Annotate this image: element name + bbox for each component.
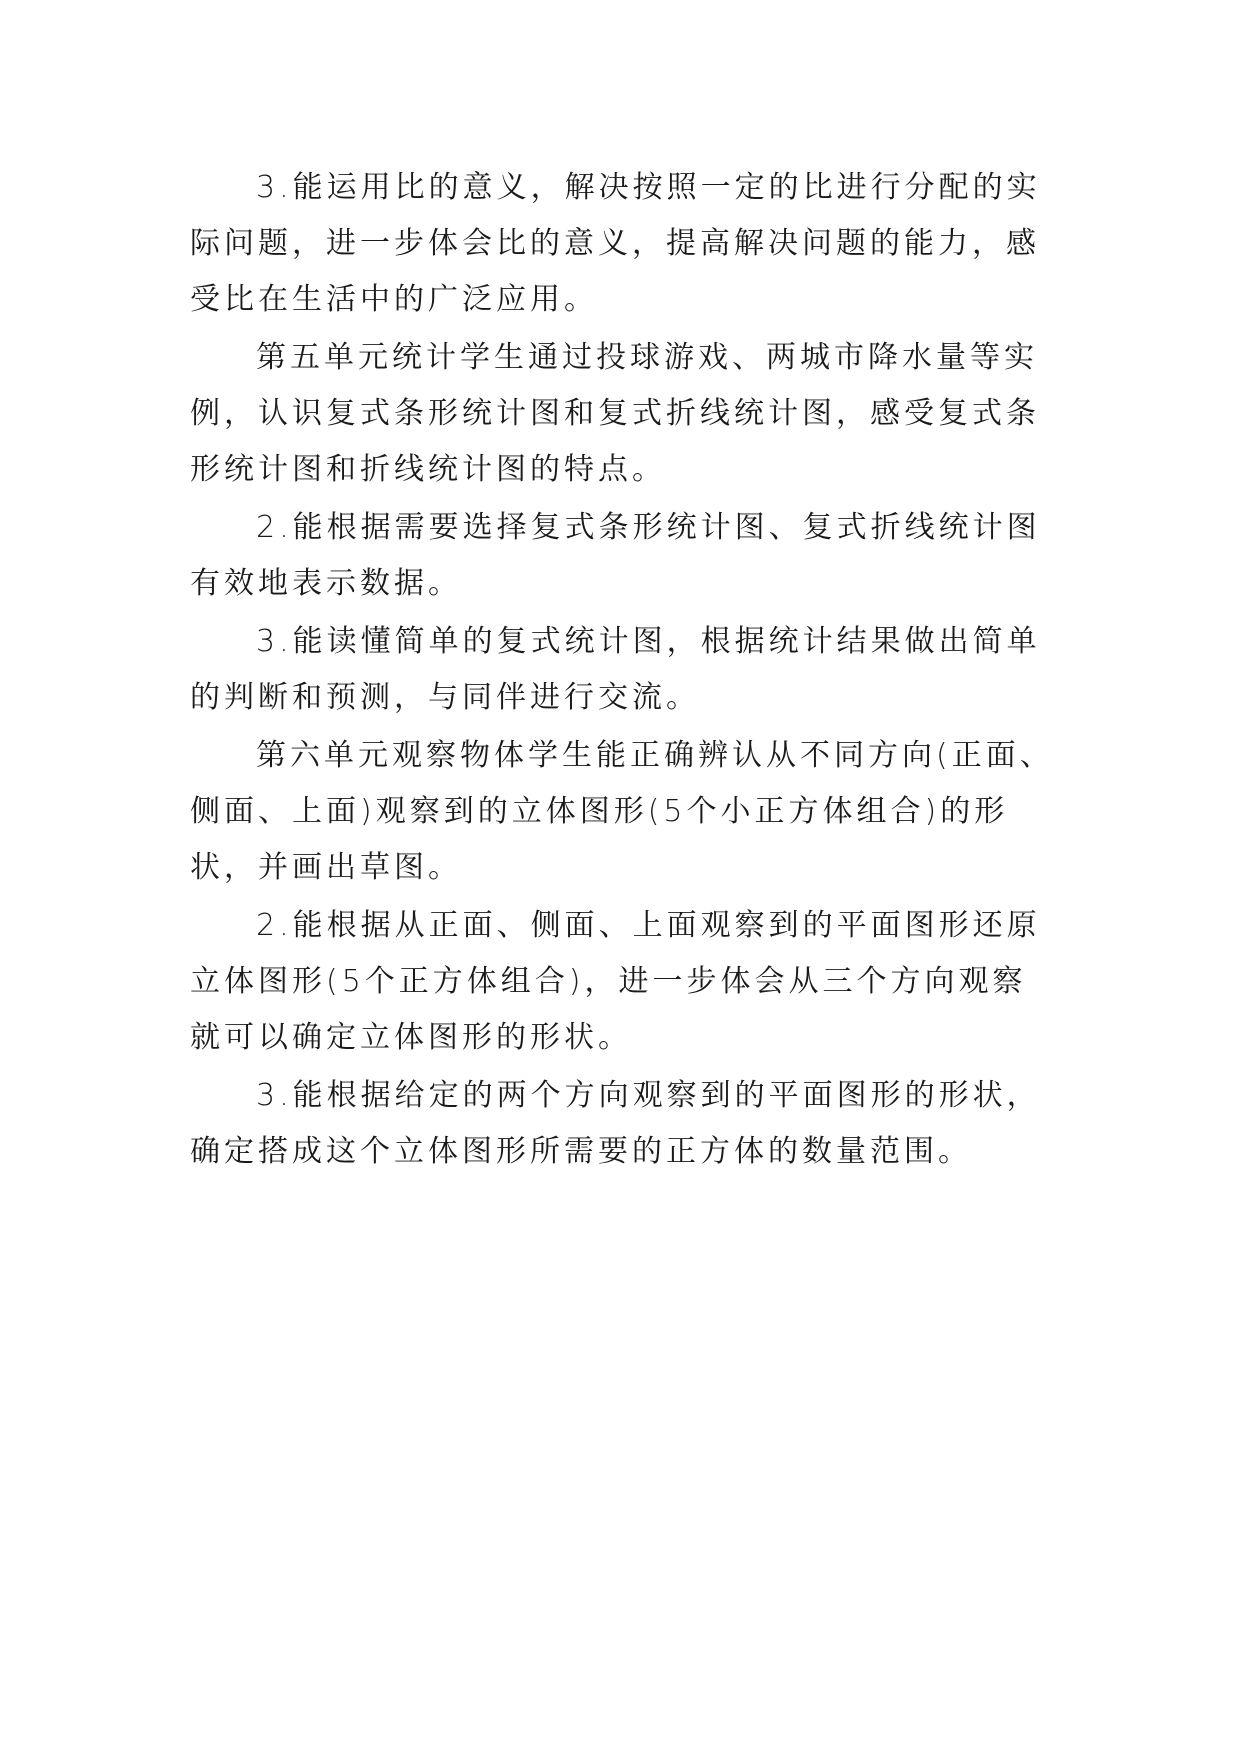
paragraph-unit5-read-chart: 3.能读懂简单的复式统计图，根据统计结果做出简单的判断和预测，与同伴进行交流。 <box>190 624 1041 715</box>
paragraph-unit6-restore-solid: 2.能根据从正面、侧面、上面观察到的平面图形还原立体图形(5个正方体组合)，进一步体会从三个方向观察就可以确定立体图形的形状。 <box>190 908 1041 1055</box>
paragraph-ratio-application: 3.能运用比的意义，解决按照一定的比进行分配的实际问题，进一步体会比的意义，提高解决问题的能力，感受比在生活中的广泛应用。 <box>190 170 1041 317</box>
paragraph-unit5-statistics: 第五单元统计学生通过投球游戏、两城市降水量等实例，认识复式条形统计图和复式折线统计图，感受复式条形统计图和折线统计图的特点。 <box>190 340 1040 487</box>
document-body <box>190 160 1060 1182</box>
paragraph-unit6-cube-count-range: 3.能根据给定的两个方向观察到的平面图形的形状，确定搭成这个立体图形所需要的正方体的数量范围。 <box>190 1078 1041 1169</box>
paragraph-unit5-choose-chart: 2.能根据需要选择复式条形统计图、复式折线统计图有效地表示数据。 <box>190 510 1041 601</box>
paragraph-unit6-observe-objects: 第六单元观察物体学生能正确辨认从不同方向(正面、侧面、上面)观察到的立体图形(5个小正方体组合)的形状，并画出草图。 <box>190 738 1054 885</box>
